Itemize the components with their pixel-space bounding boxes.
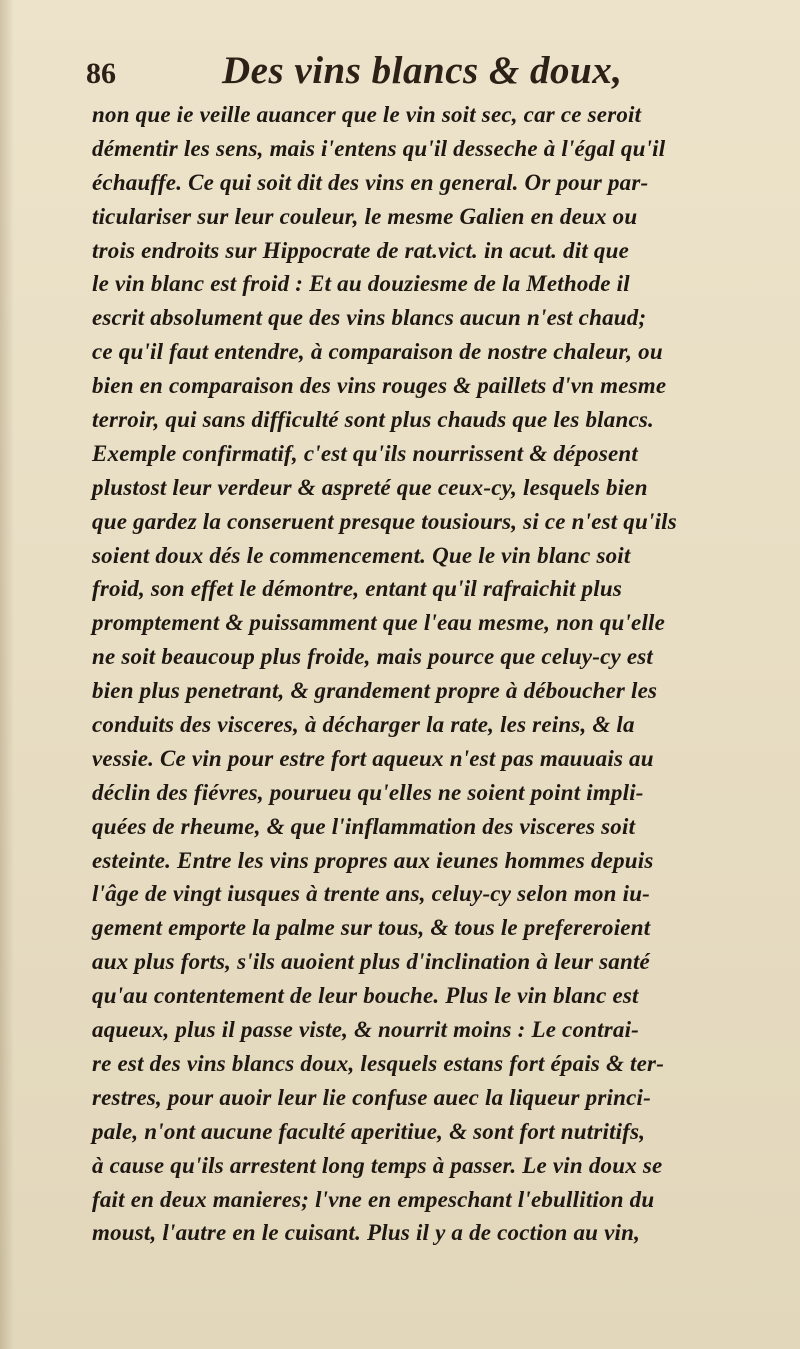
page-header bbox=[86, 48, 740, 96]
text-line: terroir, qui sans difficulté sont plus chauds que les blancs. bbox=[92, 407, 654, 433]
body-text bbox=[92, 98, 778, 1250]
text-line: le vin blanc est froid : Et au douziesme de la Methode il bbox=[92, 271, 630, 297]
text-line: trois endroits sur Hippocrate de rat.vict. in acut. dit que bbox=[92, 237, 629, 263]
text-line: conduits des visceres, à décharger la rate, les reins, & la bbox=[92, 712, 635, 738]
text-line: soient doux dés le commencement. Que le vin blanc soit bbox=[92, 542, 631, 568]
text-line: ticulariser sur leur couleur, le mesme Galien en deux ou bbox=[92, 203, 638, 229]
text-line: gement emporte la palme sur tous, & tous le prefereroient bbox=[92, 915, 651, 941]
text-line: démentir les sens, mais i'entens qu'il desseche à l'égal qu'il bbox=[92, 135, 666, 161]
text-line: ne soit beaucoup plus froide, mais pource que celuy-cy est bbox=[92, 644, 653, 670]
text-line: escrit absolument que des vins blancs aucun n'est chaud; bbox=[92, 305, 647, 331]
text-line: froid, son effet le démontre, entant qu'il rafraichit plus bbox=[92, 576, 622, 602]
text-line: pale, n'ont aucune faculté aperitiue, & sont fort nutritifs, bbox=[92, 1118, 646, 1144]
text-line: déclin des fiévres, pourueu qu'elles ne soient point impli- bbox=[92, 779, 644, 805]
text-line: quées de rheume, & que l'inflammation des visceres soit bbox=[92, 813, 636, 839]
text-line: bien en comparaison des vins rouges & paillets d'vn mesme bbox=[92, 373, 667, 399]
text-line: aqueux, plus il passe viste, & nourrit moins : Le contrai- bbox=[92, 1017, 640, 1043]
text-line: fait en deux manieres; l'vne en empeschant l'ebullition du bbox=[92, 1186, 655, 1212]
text-line: l'âge de vingt iusques à trente ans, celuy-cy selon mon iu- bbox=[92, 881, 651, 907]
page-number: 86 bbox=[86, 57, 116, 90]
text-line: moust, l'autre en le cuisant. Plus il y a de coction au vin, bbox=[92, 1220, 641, 1246]
text-line: qu'au contentement de leur bouche. Plus le vin blanc est bbox=[92, 983, 639, 1009]
text-line: échauffe. Ce qui soit dit des vins en general. Or pour par- bbox=[92, 169, 649, 195]
text-line: bien plus penetrant, & grandement propre à déboucher les bbox=[92, 678, 658, 704]
text-line: vessie. Ce vin pour estre fort aqueux n'est pas mauuais au bbox=[92, 745, 654, 771]
text-line: que gardez la conseruent presque tousiours, si ce n'est qu'ils bbox=[92, 508, 677, 534]
text-line: à cause qu'ils arrestent long temps à passer. Le vin doux se bbox=[92, 1152, 663, 1178]
text-line: non que ie veille auancer que le vin soit sec, car ce seroit bbox=[92, 102, 642, 127]
text-line: esteinte. Entre les vins propres aux ieunes hommes depuis bbox=[92, 847, 654, 873]
text-line: Exemple confirmatif, c'est qu'ils nourrissent & déposent bbox=[92, 440, 638, 466]
text-line: re est des vins blancs doux, lesquels estans fort épais & ter- bbox=[92, 1050, 665, 1076]
text-line: promptement & puissamment que l'eau mesme, non qu'elle bbox=[92, 610, 666, 636]
text-line: ce qu'il faut entendre, à comparaison de nostre chaleur, ou bbox=[92, 339, 663, 365]
text-line: plustost leur verdeur & aspreté que ceux-cy, lesquels bien bbox=[92, 474, 648, 500]
text-line: aux plus forts, s'ils auoient plus d'inclination à leur santé bbox=[92, 949, 650, 975]
text-line: restres, pour auoir leur lie confuse auec la liqueur princi- bbox=[92, 1084, 651, 1110]
running-title: Des vins blancs & doux, bbox=[222, 49, 623, 92]
